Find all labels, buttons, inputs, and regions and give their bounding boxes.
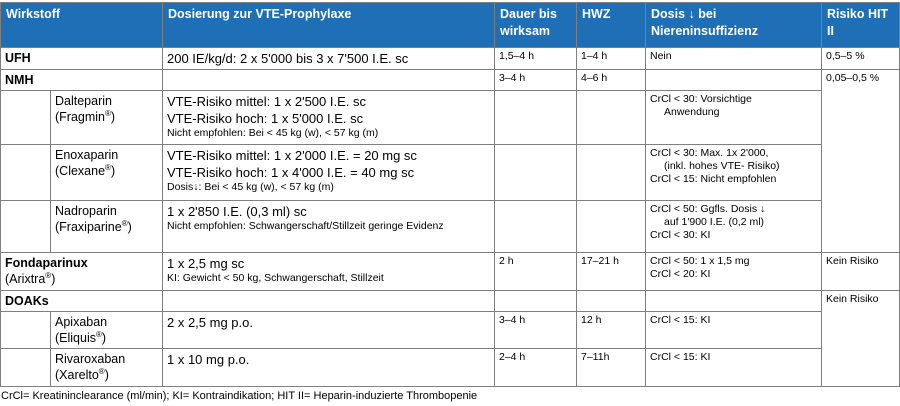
header-dauer: Dauer bis wirksam: [495, 3, 577, 48]
apixaban-name-cell: [51, 312, 163, 349]
dalteparin-dosis2: Anwendung: [664, 106, 720, 118]
fondaparinux-name-cell: [1, 253, 163, 291]
dalteparin-close: ): [110, 110, 116, 124]
enoxaparin-name-cell: [51, 145, 163, 201]
indent-cell: [1, 201, 51, 253]
enoxaparin-name: Enoxaparin: [55, 148, 119, 162]
nadroparin-name-cell: [51, 201, 163, 253]
dalteparin-dauer-empty: [495, 91, 577, 145]
nadroparin-dosis1: CrCl < 50: Ggfls. Dosis ↓: [650, 203, 766, 215]
header-wirkstoff: Wirkstoff: [1, 3, 163, 48]
table-row-nadroparin: [1, 201, 900, 253]
table-footnote: CrCl= Kreatininclearance (ml/min); KI= Kontraindikation; HIT II= Heparin-induzierte Thrombopenie: [1, 390, 478, 402]
dalteparin-name-cell: [51, 91, 163, 145]
nadroparin-hwz-empty: [577, 201, 646, 253]
dalteparin-brand: (Fragmin: [55, 110, 106, 124]
nadroparin-brand: (Fraxiparine: [55, 220, 122, 234]
rivaroxaban-hwz: 7–11h: [577, 349, 646, 387]
nmh-risiko: 0,05–0,5 %: [822, 70, 900, 253]
dalteparin-dose1: VTE-Risiko mittel: 1 x 2'500 I.E. sc: [167, 94, 366, 109]
ufh-dosis: Nein: [646, 48, 822, 70]
header-dosis: Dosis ↓ bei Niereninsuffizienz: [646, 3, 822, 48]
apixaban-name: Apixaban: [55, 315, 108, 329]
table-row-dalteparin: [1, 91, 900, 145]
apixaban-dosis1: CrCl < 15: KI: [646, 312, 822, 349]
nadroparin-name: Nadroparin: [55, 204, 117, 218]
rivaroxaban-dosis1: CrCl < 15: KI: [646, 349, 822, 387]
dalteparin-hwz-empty: [577, 91, 646, 145]
doaks-hwz-empty: [577, 291, 646, 312]
table-row-apixaban: [1, 312, 900, 349]
dalteparin-dosis1: CrCl < 30: Vorsichtige: [650, 93, 752, 105]
apixaban-reg: ®: [96, 329, 102, 339]
nadroparin-dosis3: CrCl < 30: KI: [650, 229, 711, 241]
table-row-fondaparinux: [1, 253, 900, 291]
fondaparinux-dosis-cell: [646, 253, 822, 291]
nmh-name: NMH: [1, 70, 163, 91]
nmh-dauer: 3–4 h: [495, 70, 577, 91]
table-row-rivaroxaban: [1, 349, 900, 387]
nmh-dose-empty: [163, 70, 495, 91]
fondaparinux-note: KI: Gewicht < 50 kg, Schwangerschaft, Stillzeit: [167, 272, 384, 284]
fondaparinux-dose1: 1 x 2,5 mg sc: [167, 256, 245, 271]
nmh-hwz: 4–6 h: [577, 70, 646, 91]
table-row-nmh: [1, 70, 900, 91]
doaks-dose-empty: [163, 291, 495, 312]
rivaroxaban-brand: (Xarelto: [55, 368, 99, 382]
enoxaparin-dose2: VTE-Risiko hoch: 1 x 4'000 I.E. = 40 mg sc: [167, 165, 415, 180]
indent-cell: [1, 145, 51, 201]
ufh-dose: 200 IE/kg/d: 2 x 5'000 bis 3 x 7'500 I.E. sc: [163, 48, 495, 70]
fondaparinux-name: Fondaparinux: [5, 256, 88, 270]
fondaparinux-brand: (Arixtra: [5, 272, 46, 286]
fondaparinux-dauer: 2 h: [495, 253, 577, 291]
enoxaparin-dosis3: CrCl < 15: Nicht empfohlen: [650, 173, 777, 185]
nadroparin-note: Nicht empfohlen: Schwangerschaft/Stillzeit geringe Evidenz: [167, 220, 444, 232]
enoxaparin-dose1: VTE-Risiko mittel: 1 x 2'000 I.E. = 20 mg sc: [167, 148, 417, 163]
table-row-ufh: [1, 48, 900, 70]
apixaban-dose1: 2 x 2,5 mg p.o.: [163, 312, 495, 349]
dalteparin-reg: ®: [105, 108, 111, 118]
fondaparinux-dosis2: CrCl < 20: KI: [650, 268, 711, 280]
rivaroxaban-name-cell: [51, 349, 163, 387]
dalteparin-dose2: VTE-Risiko hoch: 1 x 5'000 I.E. sc: [167, 111, 364, 126]
rivaroxaban-reg: ®: [98, 366, 105, 376]
doaks-name: DOAKs: [1, 291, 163, 312]
enoxaparin-dosis2: (inkl. hohes VTE- Risiko): [664, 160, 780, 172]
dalteparin-dose-cell: [163, 91, 495, 145]
rivaroxaban-name: Rivaroxaban: [55, 352, 126, 366]
nadroparin-dose-cell: [163, 201, 495, 253]
nmh-dosis-empty: [646, 70, 822, 91]
enoxaparin-dose-cell: [163, 145, 495, 201]
nadroparin-dose1: 1 x 2'850 I.E. (0,3 ml) sc: [167, 204, 307, 219]
doaks-dosis-empty: [646, 291, 822, 312]
enoxaparin-reg: ®: [105, 162, 111, 172]
header-hwz: HWZ: [577, 3, 646, 48]
nadroparin-close: ): [127, 220, 132, 234]
header-row: [1, 3, 900, 48]
rivaroxaban-close: ): [104, 368, 109, 382]
fondaparinux-dose-cell: [163, 253, 495, 291]
enoxaparin-brand: (Clexane: [55, 164, 106, 178]
enoxaparin-dauer-empty: [495, 145, 577, 201]
header-dosierung: Dosierung zur VTE-Prophylaxe: [163, 3, 495, 48]
nadroparin-reg: ®: [121, 218, 128, 228]
fondaparinux-reg: ®: [45, 270, 52, 280]
indent-cell: [1, 91, 51, 145]
rivaroxaban-dose1: 1 x 10 mg p.o.: [163, 349, 495, 387]
indent-cell: [1, 312, 51, 349]
fondaparinux-dosis1: CrCl < 50: 1 x 1,5 mg: [650, 255, 750, 267]
doaks-dauer-empty: [495, 291, 577, 312]
enoxaparin-close: ): [110, 164, 116, 178]
apixaban-brand: (Eliquis: [55, 331, 96, 345]
fondaparinux-close: ): [51, 272, 56, 286]
apixaban-dauer: 3–4 h: [495, 312, 577, 349]
vte-prophylaxis-table: [0, 2, 900, 387]
doaks-risiko: Kein Risiko: [822, 291, 900, 387]
enoxaparin-dosis-cell: [646, 145, 822, 201]
dalteparin-name: Dalteparin: [55, 94, 112, 108]
ufh-name: UFH: [1, 48, 163, 70]
ufh-dauer: 1,5–4 h: [495, 48, 577, 70]
fondaparinux-risiko: Kein Risiko: [822, 253, 900, 291]
nadroparin-dosis-cell: [646, 201, 822, 253]
table-row-enoxaparin: [1, 145, 900, 201]
enoxaparin-note: Dosis↓: Bei < 45 kg (w), < 57 kg (m): [167, 181, 334, 193]
ufh-hwz: 1–4 h: [577, 48, 646, 70]
apixaban-hwz: 12 h: [577, 312, 646, 349]
rivaroxaban-dauer: 2–4 h: [495, 349, 577, 387]
nadroparin-dosis2: auf 1'900 I.E. (0,2 ml): [664, 216, 765, 228]
nadroparin-dauer-empty: [495, 201, 577, 253]
indent-cell: [1, 349, 51, 387]
header-risiko: Risiko HIT II: [822, 3, 900, 48]
enoxaparin-hwz-empty: [577, 145, 646, 201]
dalteparin-note: Nicht empfohlen: Bei < 45 kg (w), < 57 kg (m): [167, 127, 379, 139]
dalteparin-dosis-cell: [646, 91, 822, 145]
enoxaparin-dosis1: CrCl < 30: Max. 1x 2'000,: [650, 147, 769, 159]
table-row-doaks: [1, 291, 900, 312]
ufh-risiko: 0,5–5 %: [822, 48, 900, 70]
apixaban-close: ): [101, 331, 107, 345]
fondaparinux-hwz: 17–21 h: [577, 253, 646, 291]
